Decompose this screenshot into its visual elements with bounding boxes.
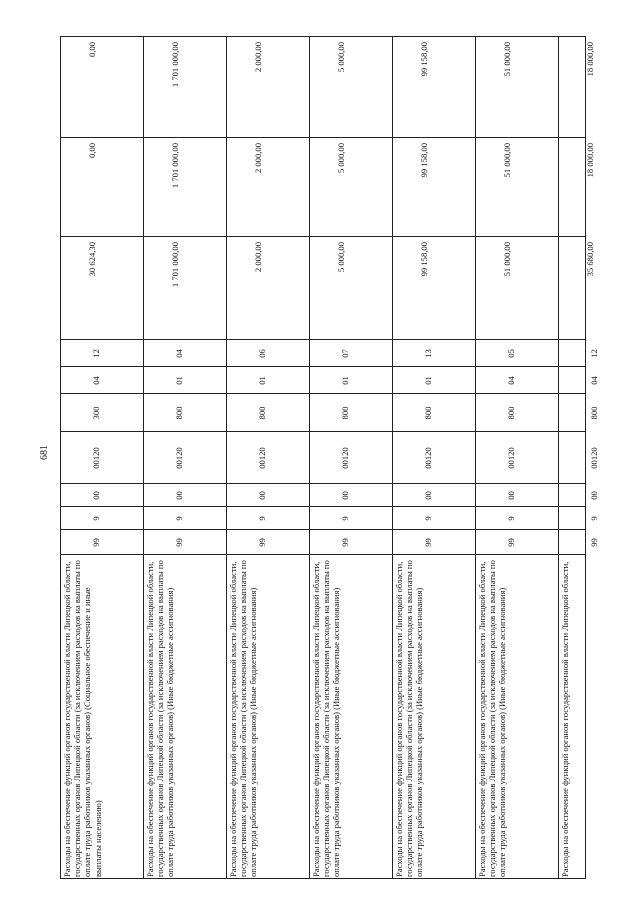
table-row — [144, 37, 227, 879]
amount-year-2-cell — [476, 138, 558, 237]
main-direction-text: 00 — [174, 491, 184, 500]
expense-type-cell — [559, 394, 599, 432]
amount-year-3-cell — [310, 37, 392, 138]
expense-name-text: Расходы на обеспечение функций органов государственной власти Липецкой области, — [560, 561, 570, 877]
amount-year-2-text: 5 000,00 — [336, 143, 346, 174]
section-code-text: 01 — [340, 376, 350, 385]
main-direction-text: 00 — [257, 491, 267, 500]
direction-code-cell — [144, 432, 226, 484]
subprogram-code-cell — [559, 507, 599, 530]
expense-name-text: Расходы на обеспечение функций органов государственной власти Липецкой области, государственных органов Липецкой области (за исключением расходов на выплаты по оплате труда работников указанных органов) (Социальное обеспечение и иные выплаты населению) — [62, 560, 103, 877]
main-direction-text: 00 — [423, 491, 433, 500]
subprogram-code-cell — [393, 507, 475, 530]
expense-name-cell — [144, 555, 226, 879]
expense-name-text: Расходы на обеспечение функций органов государственной власти Липецкой области, государственных органов Липецкой области (за исключением расходов на выплаты по оплате труда работников указанных органов) (Иные бюджетные ассигнования) — [145, 560, 176, 877]
section-code-cell — [227, 367, 309, 394]
amount-year-2-cell — [227, 138, 309, 237]
direction-code-text: 00120 — [589, 447, 599, 469]
subsection-code-cell — [310, 340, 392, 367]
amount-year-1-cell — [61, 237, 143, 340]
section-code-cell — [476, 367, 558, 394]
amount-year-1-cell — [559, 237, 595, 340]
amount-year-3-text: 1 701 000,00 — [170, 42, 180, 88]
amount-year-1-text: 35 680,00 — [585, 242, 595, 277]
direction-code-cell — [227, 432, 309, 484]
table-row — [61, 37, 144, 879]
amount-year-2-cell — [559, 138, 595, 237]
expense-type-cell — [393, 394, 475, 432]
program-code-text: 99 — [506, 538, 516, 547]
amount-year-2-text: 2 000,00 — [253, 143, 263, 174]
expense-name-cell — [227, 555, 309, 879]
direction-code-cell — [476, 432, 558, 484]
main-direction-text: 00 — [506, 491, 516, 500]
section-code-text: 04 — [589, 376, 599, 385]
section-code-cell — [144, 367, 226, 394]
subsection-code-cell — [476, 340, 558, 367]
program-code-text: 99 — [174, 538, 184, 547]
expense-type-cell — [61, 394, 143, 432]
expense-name-text: Расходы на обеспечение функций органов государственной власти Липецкой области, государственных органов Липецкой области (за исключением расходов на выплаты по оплате труда работников указанных органов) (Иные бюджетные ассигнования) — [394, 560, 425, 877]
amount-year-2-text: 1 701 000,00 — [170, 143, 180, 189]
program-code-text: 99 — [589, 538, 599, 547]
expense-name-text: Расходы на обеспечение функций органов государственной власти Липецкой области, государственных органов Липецкой области (за исключением расходов на выплаты по оплате труда работников указанных органов) (Иные бюджетные ассигнования) — [311, 560, 342, 877]
section-code-text: 04 — [91, 376, 101, 385]
program-code-cell — [393, 530, 475, 555]
expense-type-text: 800 — [340, 406, 350, 420]
main-direction-cell — [559, 484, 599, 507]
section-code-cell — [559, 367, 599, 394]
subsection-code-text: 05 — [506, 349, 516, 358]
expense-type-cell — [310, 394, 392, 432]
amount-year-2-cell — [144, 138, 226, 237]
table-row — [393, 37, 476, 879]
subprogram-code-text: 9 — [423, 516, 433, 521]
program-code-cell — [476, 530, 558, 555]
amount-year-2-text: 99 158,00 — [419, 143, 429, 178]
subsection-code-cell — [559, 340, 599, 367]
amount-year-1-cell — [144, 237, 226, 340]
direction-code-cell — [61, 432, 143, 484]
expense-type-cell — [476, 394, 558, 432]
expense-name-text: Расходы на обеспечение функций органов государственной власти Липецкой области, государственных органов Липецкой области (за исключением расходов на выплаты по оплате труда работников указанных органов) (Иные бюджетные ассигнования) — [477, 560, 508, 877]
subprogram-code-cell — [61, 507, 143, 530]
amount-year-1-text: 51 000,00 — [502, 242, 512, 277]
subsection-code-text: 06 — [257, 349, 267, 358]
amount-year-2-cell — [61, 138, 143, 237]
amount-year-2-text: 0,00 — [87, 143, 97, 159]
amount-year-1-text: 99 158,00 — [419, 242, 429, 277]
amount-year-3-text: 99 158,00 — [419, 42, 429, 77]
amount-year-2-text: 51 000,00 — [502, 143, 512, 178]
expense-type-text: 800 — [423, 406, 433, 420]
subsection-code-text: 12 — [91, 349, 101, 358]
main-direction-text: 00 — [589, 491, 599, 500]
direction-code-text: 00120 — [506, 447, 516, 469]
expense-type-text: 800 — [589, 406, 599, 420]
amount-year-1-text: 1 701 000,00 — [170, 242, 180, 288]
section-code-text: 01 — [423, 376, 433, 385]
direction-code-text: 00120 — [340, 447, 350, 469]
main-direction-cell — [393, 484, 475, 507]
subsection-code-cell — [144, 340, 226, 367]
expense-type-cell — [227, 394, 309, 432]
amount-year-3-cell — [559, 37, 595, 138]
table-row — [559, 37, 599, 879]
budget-table — [60, 36, 599, 879]
amount-year-1-cell — [310, 237, 392, 340]
page-number: 681 — [39, 445, 50, 460]
program-code-text: 99 — [423, 538, 433, 547]
program-code-text: 99 — [257, 538, 267, 547]
table-row — [310, 37, 393, 879]
amount-year-1-cell — [393, 237, 475, 340]
amount-year-2-cell — [393, 138, 475, 237]
expense-name-cell — [310, 555, 392, 879]
amount-year-3-text: 2 000,00 — [253, 42, 263, 73]
expense-type-text: 800 — [174, 406, 184, 420]
subprogram-code-cell — [310, 507, 392, 530]
amount-year-3-text: 51 000,00 — [502, 42, 512, 77]
subprogram-code-cell — [476, 507, 558, 530]
direction-code-cell — [310, 432, 392, 484]
subprogram-code-text: 9 — [91, 516, 101, 521]
section-code-text: 01 — [174, 376, 184, 385]
expense-type-cell — [144, 394, 226, 432]
subprogram-code-text: 9 — [506, 516, 516, 521]
amount-year-1-text: 5 000,00 — [336, 242, 346, 273]
direction-code-cell — [559, 432, 599, 484]
amount-year-2-text: 18 000,00 — [585, 143, 595, 178]
amount-year-1-text: 30 624,30 — [87, 242, 97, 277]
main-direction-cell — [476, 484, 558, 507]
direction-code-text: 00120 — [91, 447, 101, 469]
expense-name-cell — [476, 555, 558, 879]
subprogram-code-text: 9 — [257, 516, 267, 521]
subsection-code-text: 04 — [174, 349, 184, 358]
expense-name-cell — [559, 555, 585, 879]
subprogram-code-text: 9 — [174, 516, 184, 521]
subprogram-code-cell — [144, 507, 226, 530]
direction-code-cell — [393, 432, 475, 484]
main-direction-cell — [61, 484, 143, 507]
amount-year-1-text: 2 000,00 — [253, 242, 263, 273]
table-row — [227, 37, 310, 879]
subprogram-code-text: 9 — [340, 516, 350, 521]
amount-year-3-text: 5 000,00 — [336, 42, 346, 73]
expense-name-text: Расходы на обеспечение функций органов государственной власти Липецкой области, государственных органов Липецкой области (за исключением расходов на выплаты по оплате труда работников указанных органов) (Иные бюджетные ассигнования) — [228, 560, 259, 877]
amount-year-2-cell — [310, 138, 392, 237]
amount-year-1-cell — [476, 237, 558, 340]
subsection-code-text: 07 — [340, 349, 350, 358]
program-code-text: 99 — [340, 538, 350, 547]
subsection-code-text: 12 — [589, 349, 599, 358]
subsection-code-cell — [393, 340, 475, 367]
expense-type-text: 800 — [506, 406, 516, 420]
main-direction-text: 00 — [91, 491, 101, 500]
subsection-code-cell — [227, 340, 309, 367]
program-code-cell — [559, 530, 599, 555]
subprogram-code-text: 9 — [589, 516, 599, 521]
amount-year-3-text: 18 000,00 — [585, 42, 595, 77]
table-row — [476, 37, 559, 879]
section-code-text: 01 — [257, 376, 267, 385]
direction-code-text: 00120 — [257, 447, 267, 469]
direction-code-text: 00120 — [423, 447, 433, 469]
amount-year-3-text: 0,00 — [87, 42, 97, 58]
program-code-cell — [144, 530, 226, 555]
program-code-cell — [227, 530, 309, 555]
program-code-cell — [310, 530, 392, 555]
section-code-cell — [310, 367, 392, 394]
section-code-text: 04 — [506, 376, 516, 385]
subsection-code-cell — [61, 340, 143, 367]
main-direction-text: 00 — [340, 491, 350, 500]
amount-year-3-cell — [61, 37, 143, 138]
program-code-text: 99 — [91, 538, 101, 547]
expense-name-cell — [61, 555, 143, 879]
main-direction-cell — [227, 484, 309, 507]
direction-code-text: 00120 — [174, 447, 184, 469]
amount-year-1-cell — [227, 237, 309, 340]
main-direction-cell — [144, 484, 226, 507]
section-code-cell — [61, 367, 143, 394]
amount-year-3-cell — [393, 37, 475, 138]
subsection-code-text: 13 — [423, 349, 433, 358]
section-code-cell — [393, 367, 475, 394]
amount-year-3-cell — [144, 37, 226, 138]
expense-type-text: 800 — [257, 406, 267, 420]
subprogram-code-cell — [227, 507, 309, 530]
program-code-cell — [61, 530, 143, 555]
amount-year-3-cell — [476, 37, 558, 138]
expense-type-text: 300 — [91, 406, 101, 420]
amount-year-3-cell — [227, 37, 309, 138]
expense-name-cell — [393, 555, 475, 879]
main-direction-cell — [310, 484, 392, 507]
